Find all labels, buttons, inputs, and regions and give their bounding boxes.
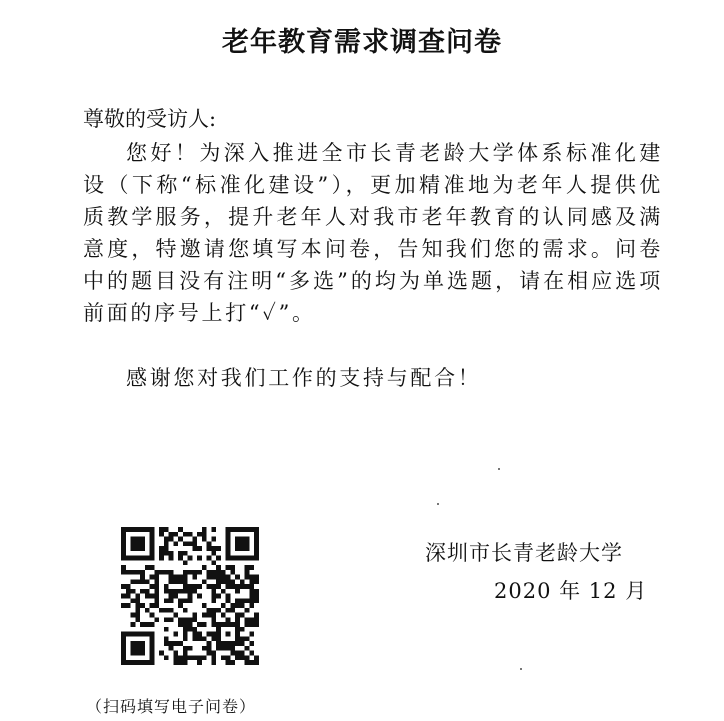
organization-signature: 深圳市长青老龄大学 <box>425 541 623 565</box>
intro-paragraph: 您好！为深入推进全市长青老龄大学体系标准化建设（下称“标准化建设”），更加精准地为老年人提供优质教学服务，提升老年人对我市老年教育的认同感及满意度，特邀请您填写本问卷，告知我们您的需求。问卷中的题目没有注明“多选”的均为单选题，请在相应选项前面的序号上打“✓”。 <box>83 141 663 325</box>
qr-code-image[interactable] <box>121 527 259 665</box>
scan-speck <box>437 503 439 505</box>
page-title: 老年教育需求调查问卷 <box>222 27 502 58</box>
scan-speck <box>498 468 500 470</box>
scan-speck <box>520 668 522 670</box>
signature-date: 2020 年 12 月 <box>494 579 648 603</box>
qr-code-caption: （扫码填写电子问卷） <box>86 697 257 716</box>
greeting: 尊敬的受访人: <box>83 107 217 131</box>
thanks-paragraph: 感谢您对我们工作的支持与配合！ <box>126 366 482 390</box>
